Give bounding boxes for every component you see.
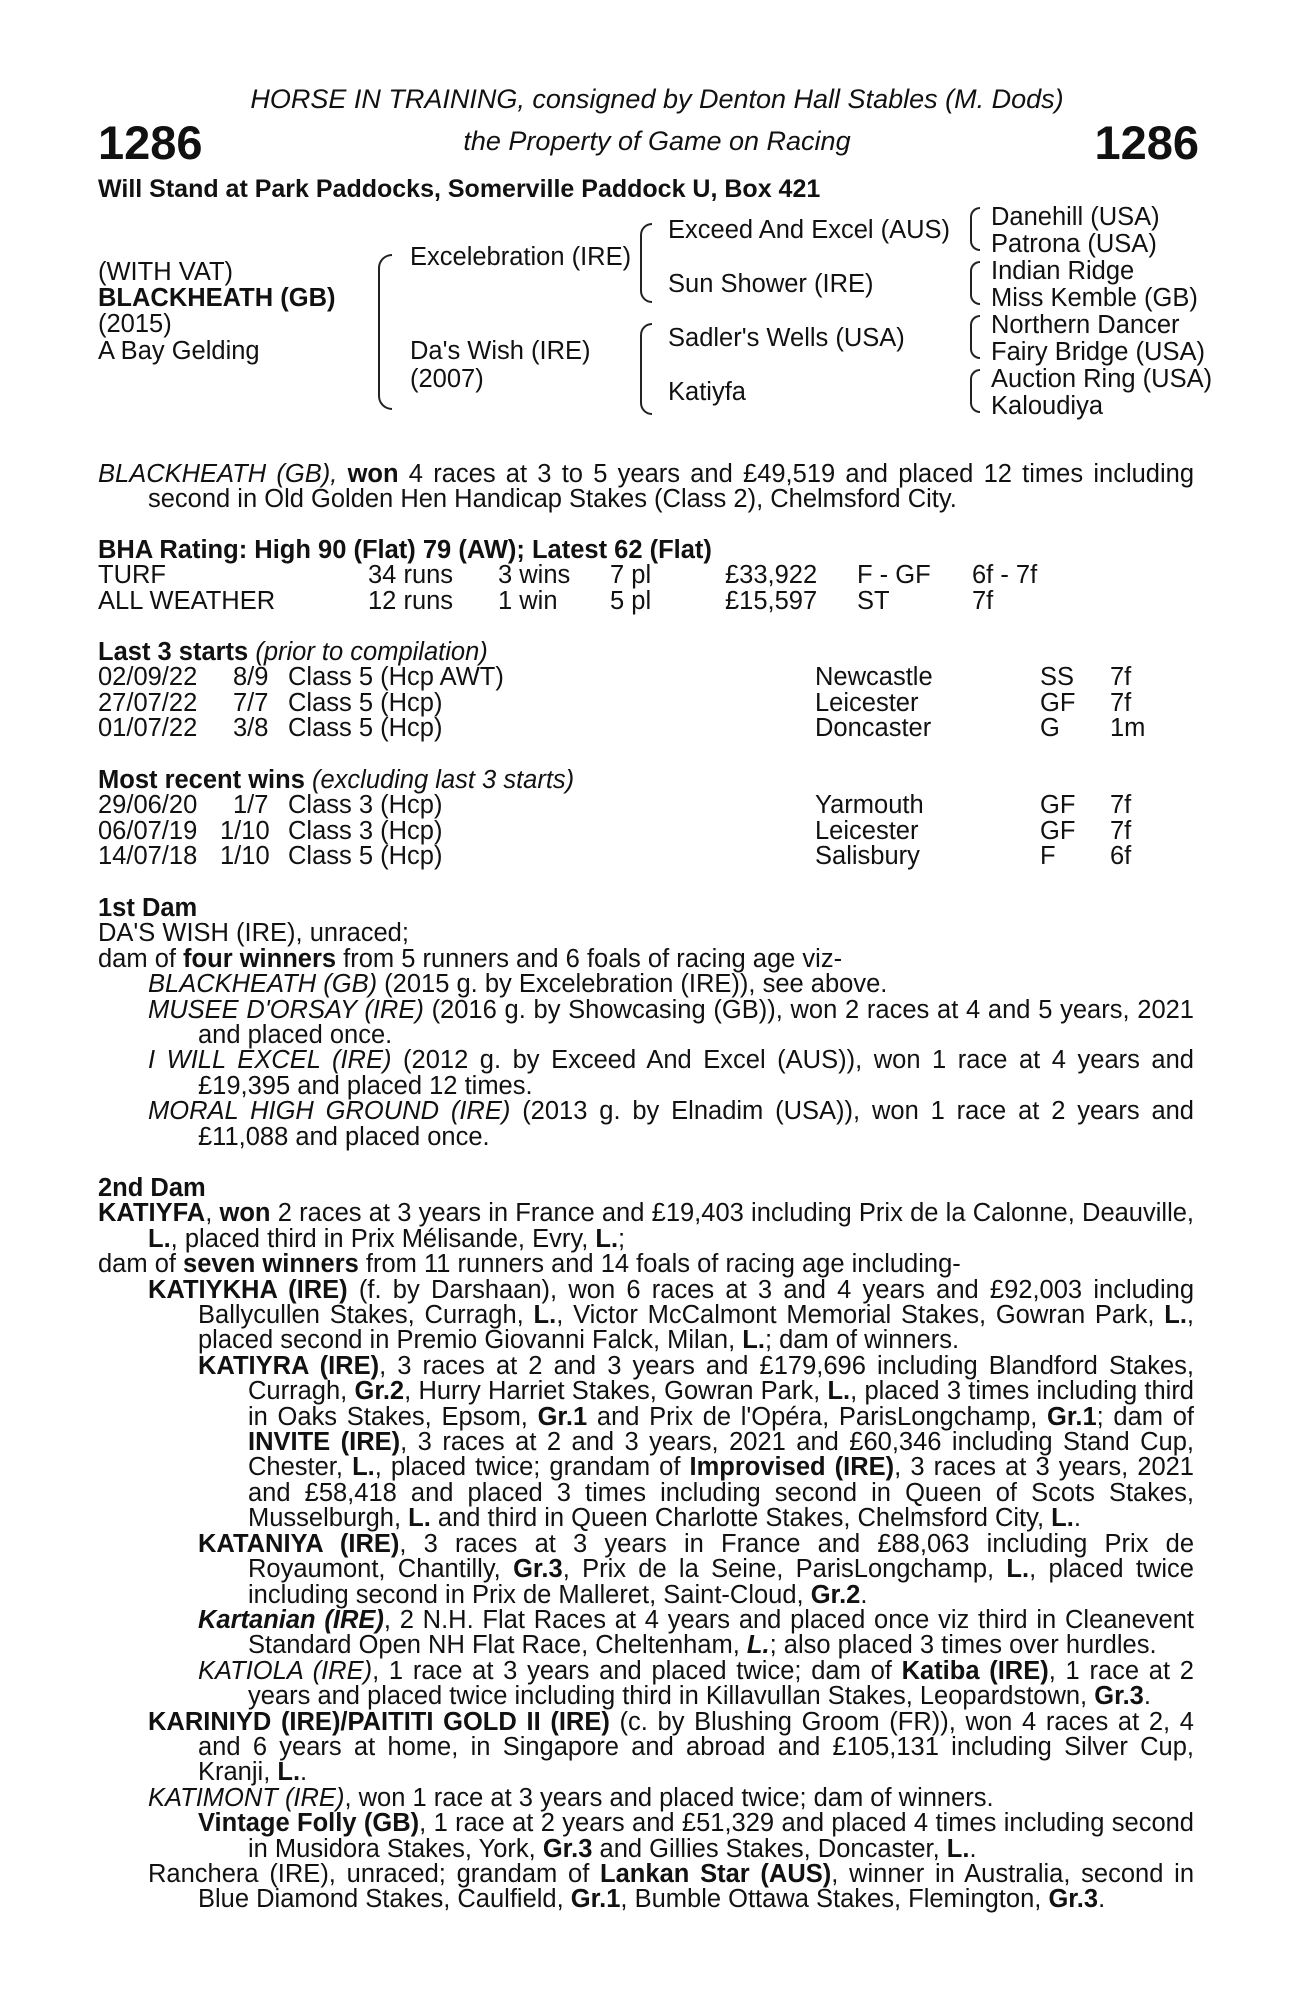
grade-badge: L. <box>148 1224 171 1253</box>
progeny-name: Lankan Star (AUS) <box>600 1859 832 1888</box>
first-dam-section <box>98 896 1194 1150</box>
start-date: 01/07/22 <box>98 714 198 743</box>
text-fragment: , 3 races at 2 and 3 years and £179,696 including Blandford Stakes, Curragh, <box>248 1351 1194 1406</box>
win-position: 1/10 <box>220 842 270 871</box>
start-position: 7/7 <box>233 688 269 717</box>
second-dam-produce-line <box>98 1252 1194 1277</box>
brace-gen1 <box>378 254 392 410</box>
text-fragment: . <box>969 1834 977 1863</box>
second-dam-heading: 2nd Dam <box>98 1174 206 1202</box>
rating-going: F - GF <box>857 561 931 590</box>
text-fragment: . <box>860 1580 868 1609</box>
win-position: 1/10 <box>220 816 270 845</box>
property-line: the Property of Game on Racing <box>463 126 851 156</box>
win-course: Salisbury <box>815 842 920 871</box>
pedigree-ssd: Patrona (USA) <box>991 230 1157 258</box>
pedigree-sire-dam: Sun Shower (IRE) <box>668 270 874 298</box>
text-fragment: . <box>300 1758 308 1787</box>
text-fragment: ; also placed 3 times over hurdles. <box>769 1631 1157 1660</box>
progeny-name: KATIMONT (IRE) <box>148 1783 345 1812</box>
lot-number-right: 1286 <box>1094 116 1199 169</box>
brace-dam <box>640 323 652 415</box>
win-going: F <box>1040 842 1056 871</box>
grade-badge: L. <box>595 1224 619 1253</box>
grade-badge: L. <box>827 1377 851 1406</box>
summary-text: 4 races at 3 to 5 years and £49,519 and placed 12 times including second in Old Golden Hen Handicap Stakes (Class 2), Chelmsford City. <box>148 460 1194 514</box>
brace-ds <box>970 315 980 359</box>
win-date: 06/07/19 <box>98 816 198 845</box>
grade-badge: Gr.2 <box>354 1377 405 1406</box>
rating-going: ST <box>857 586 890 615</box>
start-race: Class 5 (Hcp) <box>288 714 443 743</box>
text-fragment: from 5 runners and 6 foals of racing age viz- <box>336 944 843 973</box>
brace-dd <box>970 369 980 413</box>
table-row <box>98 793 1194 818</box>
start-race: Class 5 (Hcp AWT) <box>288 663 504 692</box>
last-starts-section <box>98 640 1194 742</box>
start-going: SS <box>1040 663 1075 692</box>
pedigree-dss: Northern Dancer <box>991 311 1180 339</box>
text-fragment: and Gillies Stakes, Doncaster, <box>592 1834 947 1863</box>
rating-runs: 12 runs <box>368 586 454 615</box>
rating-row <box>98 586 1194 615</box>
summary-section <box>98 462 1194 513</box>
win-race: Class 3 (Hcp) <box>288 791 443 820</box>
start-course: Leicester <box>815 688 919 717</box>
winner-count: seven winners <box>183 1250 359 1279</box>
progeny-name: KATIYRA (IRE) <box>198 1351 380 1380</box>
table-row <box>98 844 1194 869</box>
text-fragment: , placed second in Premio Giovanni Falck, Milan, <box>198 1301 1195 1355</box>
text-fragment: , Bumble Ottawa Stakes, Flemington, <box>620 1885 1049 1914</box>
progeny-entry <box>148 1783 1194 1812</box>
pedigree-sdd: Miss Kemble (GB) <box>991 284 1198 312</box>
text-fragment: . <box>1098 1885 1106 1914</box>
progeny-name: Vintage Folly (GB) <box>198 1809 420 1838</box>
won-label: won <box>219 1199 271 1228</box>
first-dam-heading: 1st Dam <box>98 894 198 922</box>
progeny-name: KARINIYD (IRE)/PAITITI GOLD II (IRE) <box>148 1707 610 1736</box>
win-race: Class 5 (Hcp) <box>288 842 443 871</box>
text-fragment: , 3 races at 3 years, 2021 and £58,418 and placed 3 times including second in Queen of Scots Stakes, Musselburgh, <box>248 1453 1194 1533</box>
first-dam-produce-line <box>98 944 1194 973</box>
grade-badge: L. <box>1006 1555 1030 1584</box>
progeny-entry <box>198 1811 1194 1862</box>
grade-badge: L. <box>352 1453 375 1482</box>
rating-section <box>98 538 1194 614</box>
grade-badge: L. <box>1051 1504 1074 1533</box>
grade-badge: Gr.1 <box>537 1402 588 1431</box>
grade-badge: Gr.2 <box>810 1580 861 1609</box>
winner-count: four winners <box>183 944 337 973</box>
table-row <box>98 688 1194 717</box>
last-starts-heading <box>98 640 1194 665</box>
pedigree-sss: Danehill (USA) <box>991 203 1160 231</box>
last-starts-note: (prior to compilation) <box>248 638 488 666</box>
progeny-text: (2015 g. by Excelebration (IRE)), see above. <box>377 970 888 999</box>
text-fragment: , 3 races at 3 years in France and £88,063 including Prix de Royaumont, Chantilly, <box>248 1529 1195 1584</box>
text-fragment: , Victor McCalmont Memorial Stakes, Gowran Park, <box>556 1301 1165 1330</box>
text-fragment: dam of <box>98 1250 184 1279</box>
rating-wins: 3 wins <box>498 561 571 590</box>
brace-ss <box>970 207 980 251</box>
start-going: G <box>1040 714 1060 743</box>
grade-badge: L. <box>946 1834 970 1863</box>
grade-badge: L. <box>746 1631 770 1660</box>
recent-wins-note: (excluding last 3 starts) <box>304 766 575 794</box>
rating-prize: £15,597 <box>725 586 818 615</box>
pedigree-ddd: Kaloudiya <box>991 392 1103 420</box>
progeny-entry <box>148 972 1194 997</box>
win-date: 14/07/18 <box>98 842 198 871</box>
summary-won: won <box>347 460 399 488</box>
text-fragment: , placed twice including second in Prix de Malleret, Saint-Cloud, <box>248 1555 1194 1609</box>
recent-wins-title: Most recent wins <box>98 766 305 794</box>
pedigree-dam-year: (2007) <box>410 365 484 393</box>
grade-badge: L. <box>408 1504 431 1533</box>
rating-distance: 7f <box>972 586 994 615</box>
win-course: Leicester <box>815 816 919 845</box>
start-position: 3/8 <box>233 714 269 743</box>
pedigree-dam: Da's Wish (IRE) <box>410 337 591 365</box>
win-distance: 6f <box>1110 842 1132 871</box>
rating-placed: 5 pl <box>610 586 652 615</box>
rating-heading: BHA Rating: High 90 (Flat) 79 (AW); Latest 62 (Flat) <box>98 536 712 564</box>
start-race: Class 5 (Hcp) <box>288 688 443 717</box>
text-fragment: ; dam of winners. <box>764 1326 960 1355</box>
text-fragment: and third in Queen Charlotte Stakes, Chelmsford City, <box>430 1504 1052 1533</box>
progeny-name: MUSEE D'ORSAY (IRE) <box>148 995 424 1024</box>
first-dam-line: DA'S WISH (IRE), unraced; <box>98 919 409 948</box>
rating-placed: 7 pl <box>610 561 652 590</box>
progeny-entry <box>148 1707 1194 1787</box>
win-date: 29/06/20 <box>98 791 198 820</box>
text-fragment: , Hurry Harriet Stakes, Gowran Park, <box>404 1377 828 1406</box>
win-course: Yarmouth <box>815 791 924 820</box>
progeny-entry <box>148 1859 1195 1914</box>
text-fragment: , placed 3 times including third in Oaks Stakes, Epsom, <box>248 1377 1194 1431</box>
location-line: Will Stand at Park Paddocks, Somerville Paddock U, Box 421 <box>98 175 821 203</box>
text-fragment: , 2 N.H. Flat Races at 4 years and placed once viz third in Cleanevent Standard Open NH Flat Race, Cheltenham, <box>248 1605 1194 1660</box>
progeny-name: Katiba (IRE) <box>901 1656 1049 1685</box>
start-date: 27/07/22 <box>98 688 198 717</box>
second-dam-section <box>98 1176 1194 1913</box>
grade-badge: Gr.3 <box>542 1834 593 1863</box>
grade-badge: L. <box>1164 1301 1187 1330</box>
progeny-entry <box>148 1099 1194 1150</box>
progeny-entry <box>198 1656 1194 1711</box>
text-fragment: ; dam of <box>1096 1402 1194 1431</box>
text-fragment: , Prix de la Seine, ParisLongchamp, <box>562 1555 1007 1584</box>
grade-badge: L. <box>533 1301 557 1330</box>
rating-row <box>98 563 1194 588</box>
table-row <box>98 816 1194 845</box>
progeny-name: KATIYKHA (IRE) <box>148 1275 348 1304</box>
progeny-name: Kartanian (IRE) <box>198 1605 384 1634</box>
grade-badge: Gr.3 <box>1094 1682 1144 1711</box>
progeny-text: (2012 g. by Exceed And Excel (AUS)), won 1 race at 4 years and £19,395 and placed 12 times. <box>198 1046 1194 1100</box>
text-fragment: , 3 races at 2 and 3 years, 2021 and £60,346 including Stand Cup, Chester, <box>248 1428 1194 1482</box>
start-position: 8/9 <box>233 663 269 692</box>
win-going: GF <box>1040 816 1076 845</box>
text-fragment: , winner in Australia, second in Blue Diamond Stakes, Caulfield, <box>198 1859 1195 1914</box>
start-course: Doncaster <box>815 714 932 743</box>
win-distance: 7f <box>1110 816 1132 845</box>
text-fragment: , placed twice; grandam of <box>374 1453 690 1482</box>
brace-sd <box>970 261 980 305</box>
horse-name: BLACKHEATH (GB) <box>98 284 336 312</box>
progeny-entry <box>198 1529 1195 1609</box>
win-going: GF <box>1040 791 1076 820</box>
progeny-name: Improvised (IRE) <box>689 1453 895 1482</box>
horse-year: (2015) <box>98 310 172 338</box>
summary-horse-name: BLACKHEATH (GB), <box>98 460 338 488</box>
start-distance: 7f <box>1110 688 1132 717</box>
table-row <box>98 665 1194 690</box>
grade-badge: Gr.3 <box>1048 1885 1099 1914</box>
recent-wins-section <box>98 768 1194 870</box>
vat-label: (WITH VAT) <box>98 258 234 286</box>
grade-badge: Gr.1 <box>1047 1402 1097 1431</box>
progeny-name: INVITE (IRE) <box>248 1428 401 1457</box>
text-fragment: , 1 race at 2 years and placed twice including third in Killavullan Stakes, Leopardstown, <box>248 1656 1194 1711</box>
text-fragment: (c. by Blushing Groom (FR)), won 4 races at 2, 4 and 6 years at home, in Singapore and abroad and £105,131 including Silver Cup, Kranji, <box>198 1707 1194 1787</box>
rating-runs: 34 runs <box>368 561 454 590</box>
progeny-name: I WILL EXCEL (IRE) <box>148 1046 392 1075</box>
progeny-name: MORAL HIGH GROUND (IRE) <box>148 1097 511 1126</box>
progeny-name: KATANIYA (IRE) <box>198 1529 400 1558</box>
pedigree-sire-sire: Exceed And Excel (AUS) <box>668 216 951 244</box>
progeny-entry <box>148 995 1194 1050</box>
grade-badge: Gr.3 <box>513 1555 563 1584</box>
progeny-entry <box>198 1351 1194 1533</box>
rating-prize: £33,922 <box>725 561 818 590</box>
pedigree-sire: Excelebration (IRE) <box>410 243 632 271</box>
pedigree-dam-sire: Sadler's Wells (USA) <box>668 324 905 352</box>
pedigree-dam-dam: Katiyfa <box>668 378 746 406</box>
text-fragment: , placed third in Prix Mélisande, Evry, <box>170 1224 596 1253</box>
rating-surface: ALL WEATHER <box>98 586 276 615</box>
text-fragment: , won 1 race at 3 years and placed twice; dam of winners. <box>344 1783 994 1812</box>
horse-description: A Bay Gelding <box>98 337 260 365</box>
pedigree-sds: Indian Ridge <box>991 257 1135 285</box>
text-fragment: . <box>1143 1682 1151 1711</box>
start-course: Newcastle <box>815 663 933 692</box>
consignment-line: HORSE IN TRAINING, consigned by Denton Hall Stables (M. Dods) <box>250 84 1064 114</box>
start-going: GF <box>1040 688 1076 717</box>
progeny-name: KATIOLA (IRE) <box>198 1656 373 1685</box>
rating-distance: 6f - 7f <box>972 561 1038 590</box>
dam-name: KATIYFA <box>98 1199 206 1228</box>
text-fragment: (f. by Darshaan), won 6 races at 3 and 4 years and £92,003 including Ballycullen Stakes, Curragh, <box>198 1275 1195 1330</box>
brace-sire <box>640 223 652 303</box>
start-distance: 7f <box>1110 663 1132 692</box>
rating-wins: 1 win <box>498 586 558 615</box>
start-distance: 1m <box>1110 714 1146 743</box>
progeny-entry <box>148 1048 1194 1099</box>
pedigree-dsd: Fairy Bridge (USA) <box>991 338 1205 366</box>
katiyfa-entry: KATIYFA, won 2 races at 3 years in France and £19,403 including Prix de la Calonne, Deauville, L., placed third in Prix Mélisande, Evry, L.; <box>98 1199 1194 1253</box>
text-fragment: . <box>1073 1504 1081 1533</box>
win-position: 1/7 <box>233 791 269 820</box>
win-race: Class 3 (Hcp) <box>288 816 443 845</box>
table-row <box>98 716 1194 741</box>
text-fragment: ; <box>618 1224 626 1253</box>
text-fragment: , 1 race at 3 years and placed twice; dam of <box>372 1656 902 1685</box>
last-starts-title: Last 3 starts <box>98 638 249 666</box>
text-fragment: from 11 runners and 14 foals of racing age including- <box>358 1250 961 1279</box>
rating-surface: TURF <box>98 561 166 590</box>
progeny-entry <box>148 1275 1195 1355</box>
text-fragment: and Prix de l'Opéra, ParisLongchamp, <box>587 1402 1048 1431</box>
start-date: 02/09/22 <box>98 663 198 692</box>
recent-wins-heading <box>98 768 1194 793</box>
text-fragment: 2 races at 3 years in France and £19,403 including Prix de la Calonne, Deauville, <box>270 1199 1194 1228</box>
win-distance: 7f <box>1110 791 1132 820</box>
text-fragment: , 1 race at 2 years and £51,329 and placed 4 times including second in Musidora Stakes, York, <box>248 1809 1194 1863</box>
pedigree-dds: Auction Ring (USA) <box>991 365 1213 393</box>
progeny-name: BLACKHEATH (GB) <box>148 970 378 999</box>
progeny-entry <box>198 1605 1194 1660</box>
grade-badge: L. <box>277 1758 301 1787</box>
summary-paragraph <box>98 462 1194 513</box>
progeny-text: (2013 g. by Elnadim (USA)), won 1 race at 2 years and £11,088 and placed once. <box>198 1097 1194 1151</box>
grade-badge: L. <box>742 1326 765 1355</box>
progeny-text: (2016 g. by Showcasing (GB)), won 2 races at 4 and 5 years, 2021 and placed once. <box>198 995 1194 1050</box>
grade-badge: Gr.1 <box>570 1885 621 1914</box>
text-fragment: Ranchera (IRE), unraced; grandam of <box>148 1859 601 1888</box>
text-fragment: dam of <box>98 944 184 973</box>
lot-number-left: 1286 <box>98 116 203 169</box>
